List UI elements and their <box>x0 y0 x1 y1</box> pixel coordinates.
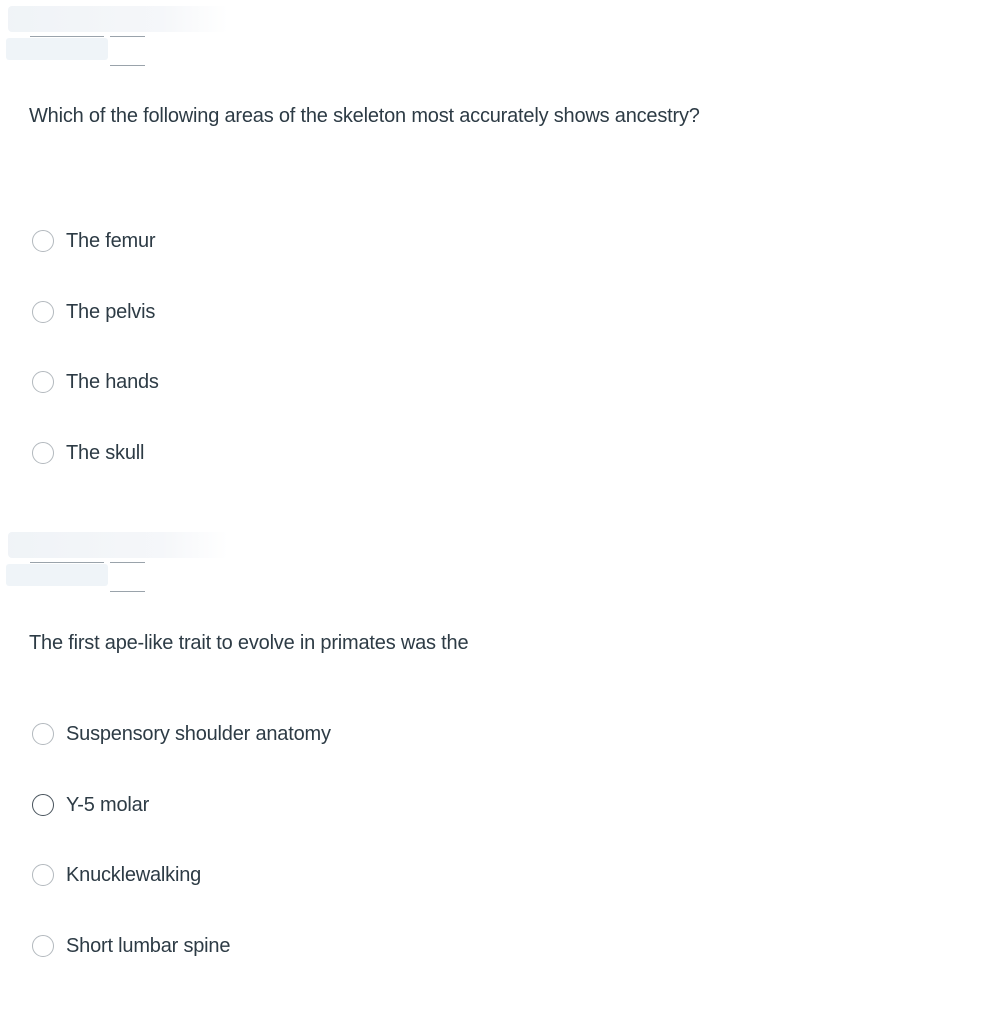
radio-button[interactable] <box>32 864 54 886</box>
answer-label: The femur <box>66 229 156 252</box>
radio-button[interactable] <box>32 935 54 957</box>
question-text: Which of the following areas of the skeleton most accurately shows ancestry? <box>29 105 700 127</box>
radio-button[interactable] <box>32 442 54 464</box>
answer-label: The pelvis <box>66 300 156 323</box>
answer-option[interactable] <box>32 367 159 397</box>
answer-option[interactable] <box>32 860 201 890</box>
radio-button[interactable] <box>32 371 54 393</box>
answer-option[interactable] <box>32 297 155 327</box>
answer-label: The hands <box>66 370 159 393</box>
question-header-divider <box>30 562 104 563</box>
answer-option[interactable] <box>32 226 155 256</box>
answer-option[interactable] <box>32 719 331 749</box>
answer-option[interactable] <box>32 790 149 820</box>
question-flag-box[interactable] <box>110 36 145 66</box>
radio-button[interactable] <box>32 723 54 745</box>
answer-label: Short lumbar spine <box>66 934 231 957</box>
question-points-faded <box>6 38 108 60</box>
answer-label: Y-5 molar <box>66 793 150 816</box>
question-points-faded <box>6 564 108 586</box>
question-header-faded <box>8 532 228 558</box>
answer-label: Knucklewalking <box>66 863 202 886</box>
answer-option[interactable] <box>32 931 230 961</box>
question-header-divider <box>30 36 104 37</box>
question-text: The first ape-like trait to evolve in primates was the <box>29 632 469 654</box>
radio-button[interactable] <box>32 301 54 323</box>
radio-button[interactable] <box>32 230 54 252</box>
answer-label: The skull <box>66 441 145 464</box>
question-flag-box[interactable] <box>110 562 145 592</box>
answer-option[interactable] <box>32 438 144 468</box>
answer-label: Suspensory shoulder anatomy <box>66 722 331 745</box>
question-header-faded <box>8 6 228 32</box>
radio-button[interactable] <box>32 794 54 816</box>
